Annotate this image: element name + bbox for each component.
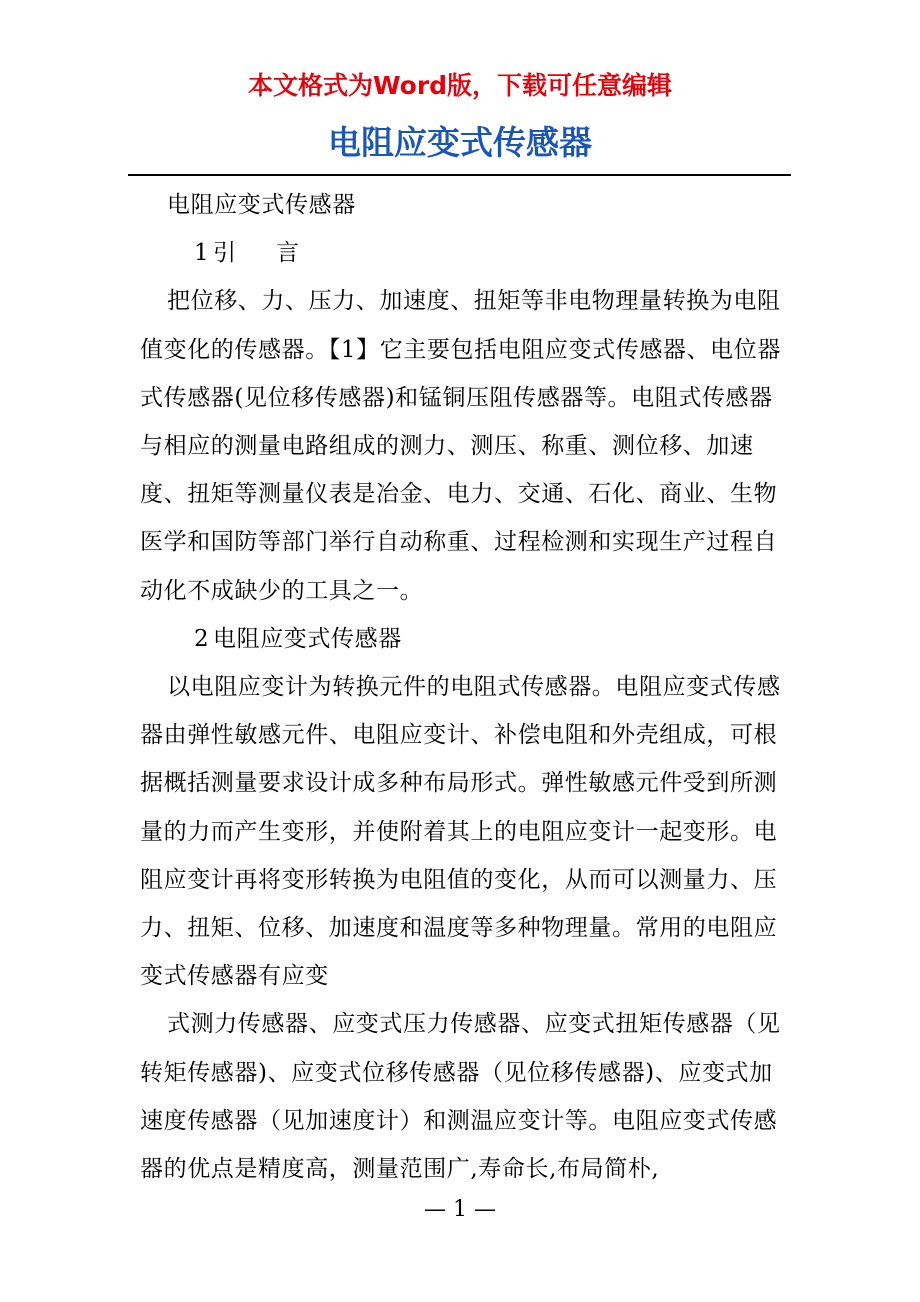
format-notice: 本文格式为Word版，下载可任意编辑 bbox=[247, 71, 673, 100]
section-heading-1 bbox=[140, 229, 794, 277]
paragraph-definition: 以电阻应变计为转换元件的电阻式传感器。电阻应变式传感器由弹性敏感元件、电阻应变计、补偿电阻和外壳组成，可根据概括测量要求设计成多种布局形式。弹性敏感元件受到所测量的力而产生变形，并使附着其上的电阻应变计一起变形。电阻应变计再将变形转换为电阻值的变化，从而可以测量力、压力、扭矩、位移、加速度和温度等多种物理量。常用的电阻应变式传感器有应变 bbox=[140, 674, 781, 990]
document-title: 电阻应变式传感器 bbox=[328, 123, 592, 162]
section-2-number: 2 bbox=[194, 625, 210, 652]
paragraph-types: 式测力传感器、应变式压力传感器、应变式扭矩传感器（见转矩传感器)、应变式位移传感器（见位移传感器)、应变式加速度传感器（见加速度计）和测温应变计等。电阻应变式传感器的优点是精度高，测量范围广,寿命长,布局简朴, bbox=[140, 1011, 781, 1183]
paragraph-intro: 把位移、力、压力、加速度、扭矩等非电物理量转换为电阻值变化的传感器。【1】它主要包括电阻应变式传感器、电位器式传感器(见位移传感器)和锰铜压阻传感器等。电阻式传感器与相应的测量电路组成的测力、测压、称重、测位移、加速度、扭矩等测量仪表是冶金、电力、交通、石化、商业、生物医学和国防等部门举行自动称重、过程检测和实现生产过程自动化不成缺少的工具之一。 bbox=[140, 288, 781, 604]
section-1-title: 引言 bbox=[213, 240, 339, 267]
page-number: — 1 — bbox=[424, 1197, 496, 1222]
section-heading-2 bbox=[140, 615, 794, 663]
section-1-number: 1 bbox=[194, 240, 210, 267]
document-body bbox=[140, 181, 794, 1193]
section-2-title: 电阻应变式传感器 bbox=[213, 625, 402, 652]
title-divider bbox=[128, 174, 791, 176]
document-name-line: 电阻应变式传感器 bbox=[167, 192, 356, 218]
